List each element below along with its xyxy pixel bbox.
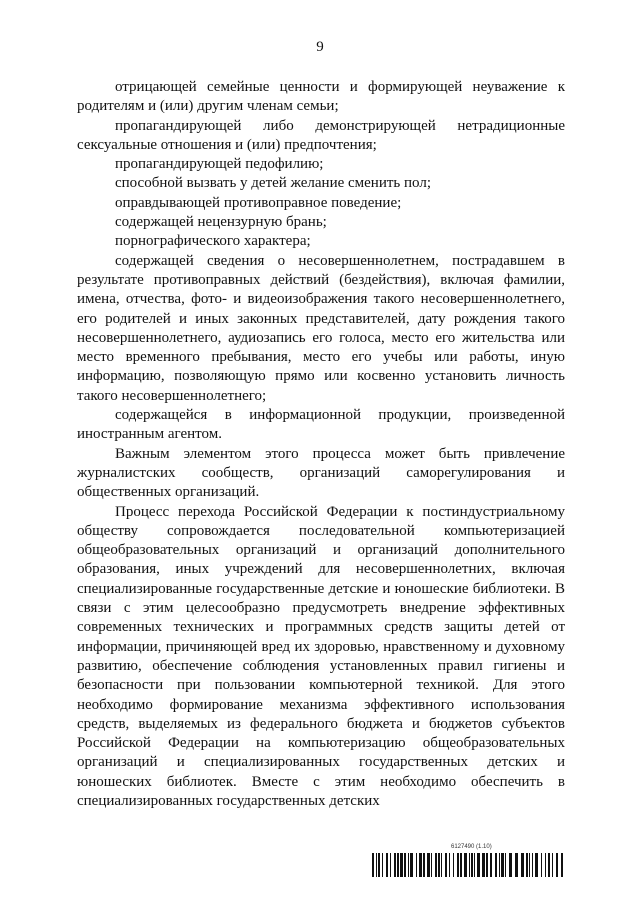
list-item-gender-change: способной вызвать у детей желание сменить пол; — [115, 175, 431, 192]
list-item-obscene-language: содержащей нецензурную брань; — [115, 214, 327, 231]
list-item-family-values: отрицающей семейные ценности и формирующей неуважение к родителям и (или) другим членам семьи; — [77, 79, 565, 115]
list-item-foreign-agent: содержащейся в информационной продукции, произведенной иностранным агентом. — [77, 407, 565, 443]
document-body — [77, 78, 565, 811]
page-number: 9 — [316, 39, 324, 55]
list-item-unlawful-behavior: оправдывающей противоправное поведение; — [115, 194, 402, 211]
paragraph-computerization: Процесс перехода Российской Федерации к постиндустриальному обществу сопровождается последовательной компьютеризацией общеобразовательных организаций и организаций дополнительного образования, иных учреждений для несовершеннолетних, включая специализированные государственные детские и юношеские библиотеки. В связи с этим целесообразно предусмотреть внедрение эффективных современных технических и программных средств защиты детей от информации, причиняющей вред их здоровью, нравственному и духовному развитию, обеспечение соблюдения установленных правил гигиены и безопасности при пользовании компьютерной техникой. Для этого необходимо формирование механизма эффективного использования средств, выделяемых из федерального бюджета и бюджетов субъектов Российской Федерации на компьютеризацию общеобразовательных организаций и специализированных государственных детских и юношеских библиотек. Вместе с этим необходимо обеспечить в специализированных государственных детских — [77, 503, 565, 809]
list-item-victim-information: содержащей сведения о несовершеннолетнем, пострадавшем в результате противоправных действий (бездействия), включая фамилии, имена, отчества, фото- и видеоизображения такого несовершеннолетнего, его родителей и иных законных представителей, дату рождения такого несовершеннолетнего, аудиозапись его голоса, место его жительства или место временного пребывания, место его учебы или работы, иную информацию, позволяющую прямо или косвенно установить личность такого несовершеннолетнего; — [77, 252, 565, 404]
barcode-image — [372, 853, 565, 877]
list-item-nontraditional-relations: пропагандирующей либо демонстрирующей нетрадиционные сексуальные отношения и (или) предпочтения; — [77, 117, 565, 153]
document-code: 6127490 (1.10) — [451, 844, 492, 850]
paragraph-journalist-communities: Важным элементом этого процесса может быть привлечение журналистских сообществ, организаций саморегулирования и общественных организаций. — [77, 445, 565, 501]
list-item-pornographic: порнографического характера; — [115, 233, 311, 250]
list-item-pedophilia: пропагандирующей педофилию; — [115, 156, 324, 173]
